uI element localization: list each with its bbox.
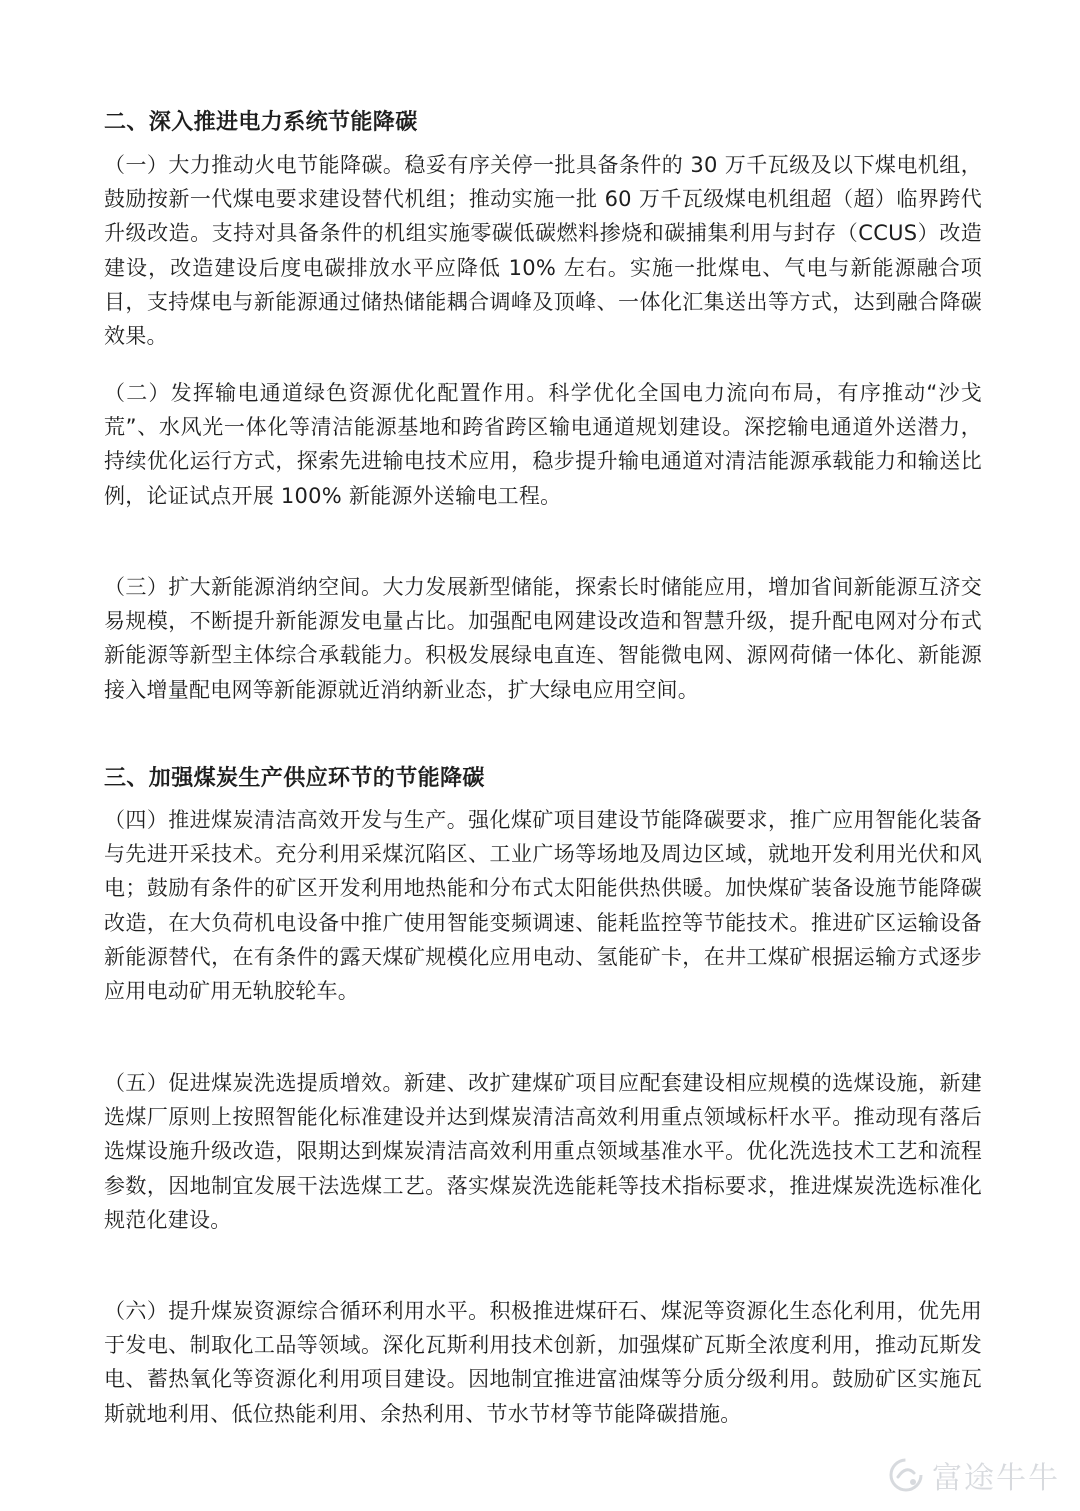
paragraph-3: （三）扩大新能源消纳空间。大力发展新型储能，探索长时储能应用，增加省间新能源互济交易规模，不断提升新能源发电量占比。加强配电网建设改造和智慧升级，提升配电网对分布式新能源等新型主体综合承载能力。积极发展绿电直连、智能微电网、源网荷储一体化、新能源接入增量配电网等新能源就近消纳新业态，扩大绿电应用空间。	[104, 575, 982, 702]
section-heading-2: 二、深入推进电力系统节能降碳	[104, 110, 418, 135]
paragraph-1: （一）大力推动火电节能降碳。稳妥有序关停一批具备条件的 30 万千瓦级及以下煤电机组，鼓励按新一代煤电要求建设替代机组；推动实施一批 60 万千瓦级煤电机组超（超）临界跨代升级改造。支持对具备条件的机组实施零碳低碳燃料掺烧和碳捕集利用与封存（CCUS）改造建设，改造建设后度电碳排放水平应降低 10% 左右。实施一批煤电、气电与新能源融合项目，支持煤电与新能源通过储热储能耦合调峰及顶峰、一体化汇集送出等方式，达到融合降碳效果。	[104, 153, 982, 349]
futu-logo-icon	[886, 1455, 926, 1495]
watermark-text: 富途牛牛	[932, 1461, 1060, 1496]
paragraph-4: （四）推进煤炭清洁高效开发与生产。强化煤矿项目建设节能降碳要求，推广应用智能化装备与先进开采技术。充分利用采煤沉陷区、工业广场等场地及周边区域，就地开发利用光伏和风电；鼓励有条件的矿区开发利用地热能和分布式太阳能供热供暖。加快煤矿装备设施节能降碳改造，在大负荷机电设备中推广使用智能变频调速、能耗监控等节能技术。推进矿区运输设备新能源替代，在有条件的露天煤矿规模化应用电动、氢能矿卡，在井工煤矿根据运输方式逐步应用电动矿用无轨胶轮车。	[104, 808, 982, 1004]
section-heading-3: 三、加强煤炭生产供应环节的节能降碳	[104, 766, 485, 791]
watermark	[886, 1453, 1060, 1497]
paragraph-6: （六）提升煤炭资源综合循环利用水平。积极推进煤矸石、煤泥等资源化生态化利用，优先用于发电、制取化工品等领域。深化瓦斯利用技术创新，加强煤矿瓦斯全浓度利用，推动瓦斯发电、蓄热氧化等资源化利用项目建设。因地制宜推进富油煤等分质分级利用。鼓励矿区实施瓦斯就地利用、低位热能利用、余热利用、节水节材等节能降碳措施。	[104, 1299, 982, 1426]
paragraph-2: （二）发挥输电通道绿色资源优化配置作用。科学优化全国电力流向布局，有序推动“沙戈荒”、水风光一体化等清洁能源基地和跨省跨区输电通道规划建设。深挖输电通道外送潜力，持续优化运行方式，探索先进输电技术应用，稳步提升输电通道对清洁能源承载能力和输送比例，论证试点开展 100% 新能源外送输电工程。	[104, 381, 982, 508]
paragraph-5: （五）促进煤炭洗选提质增效。新建、改扩建煤矿项目应配套建设相应规模的选煤设施，新建选煤厂原则上按照智能化标准建设并达到煤炭清洁高效利用重点领域标杆水平。推动现有落后选煤设施升级改造，限期达到煤炭清洁高效利用重点领域基准水平。优化洗选技术工艺和流程参数，因地制宜发展干法选煤工艺。落实煤炭洗选能耗等技术指标要求，推进煤炭洗选标准化规范化建设。	[104, 1071, 982, 1232]
